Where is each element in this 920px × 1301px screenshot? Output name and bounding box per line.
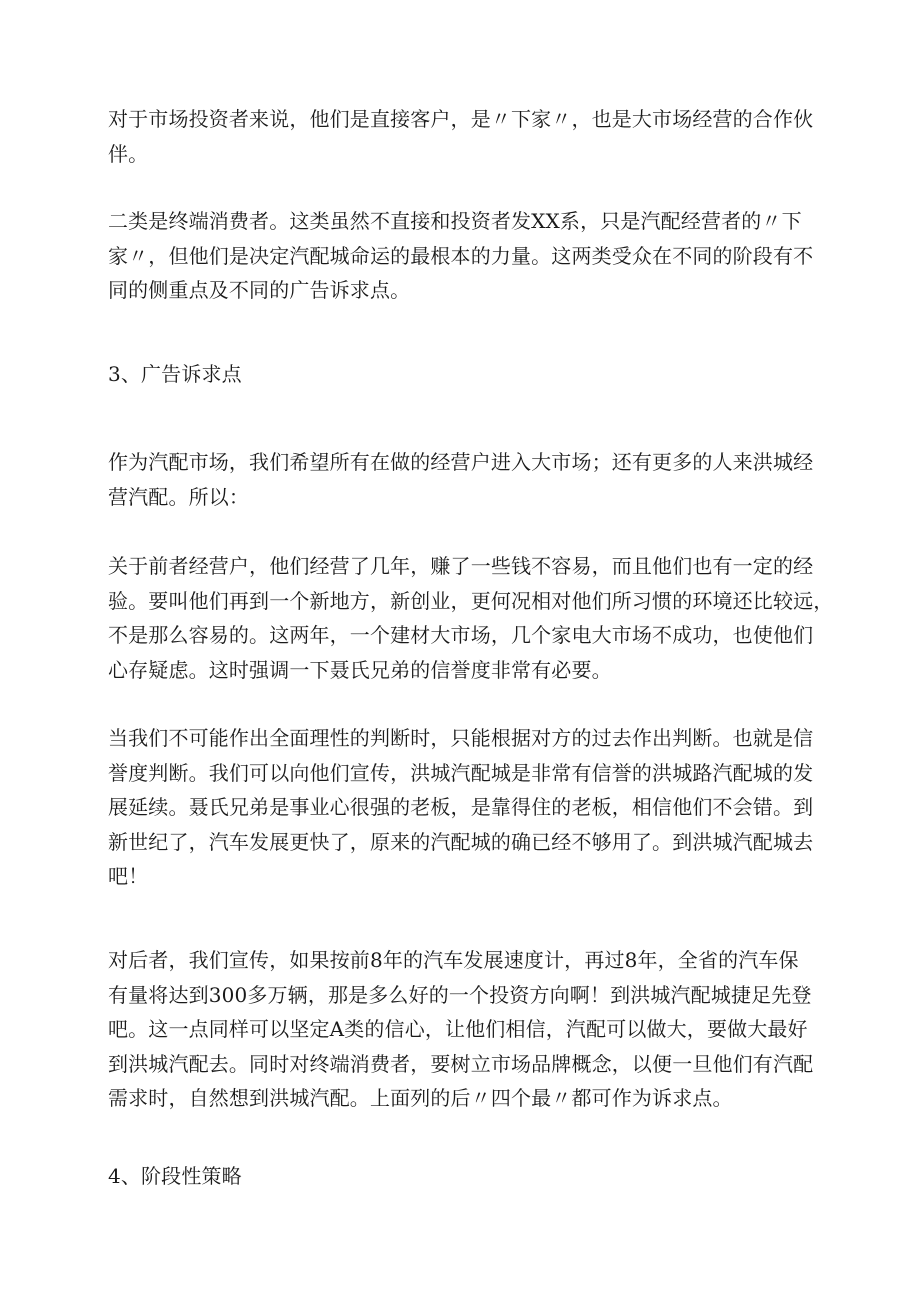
- text-line: 吧。这一点同样可以坚定A类的信心，让他们相信，汽配可以做大，要做大最好: [108, 1017, 808, 1041]
- text-line: 伴。: [108, 141, 149, 166]
- text-line: 吧！: [108, 864, 149, 888]
- text-line: 营汽配。所以：: [108, 484, 250, 509]
- text-line: 关于前者经营户，他们经营了几年，赚了一些钱不容易，而且他们也有一定的经: [108, 554, 814, 578]
- text-line: 二类是终端消费者。这类虽然不直接和投资者发XX系，只是汽配经营者的〃下: [108, 209, 802, 233]
- section-heading-phased-strategy: [108, 1159, 820, 1194]
- text-line: 同的侧重点及不同的广告诉求点。: [108, 278, 411, 302]
- text-line: 誉度判断。我们可以向他们宣传，洪城汽配城是非常有信誉的洪城路汽配城的发: [108, 760, 814, 785]
- text-line: 对后者，我们宣传，如果按前8年的汽车发展速度计，再过8年，全省的汽车保: [108, 948, 799, 972]
- text-line: 到洪城汽配去。同时对终端消费者，要树立市场品牌概念，以便一旦他们有汽配: [108, 1051, 814, 1076]
- section-heading-ad-appeal: [108, 357, 820, 392]
- text-line: 新世纪了，汽车发展更快了，原来的汽配城的确已经不够用了。到洪城汽配城去: [108, 829, 814, 854]
- paragraph-existing-operators: [108, 549, 834, 687]
- text-line: 需求时，自然想到洪城汽配。上面列的后〃四个最〃都可作为诉求点。: [108, 1086, 733, 1110]
- text-line: 展延续。聂氏兄弟是事业心很强的老板，是靠得住的老板，相信他们不会错。到: [108, 795, 814, 819]
- paragraph-end-consumers: [108, 204, 820, 308]
- text-line: 家〃，但他们是决定汽配城命运的最根本的力量。这两类受众在不同的阶段有不: [108, 243, 814, 268]
- paragraph-reputation-judgment: [108, 721, 820, 894]
- text-line: 心存疑虑。这时强调一下聂氏兄弟的信誉度非常有必要。: [108, 657, 612, 682]
- paragraph-investors-direct-clients: [108, 102, 820, 171]
- heading-line: 3、广告诉求点: [108, 362, 242, 386]
- text-line: 作为汽配市场，我们希望所有在做的经营户进入大市场；还有更多的人来洪城经: [108, 450, 814, 474]
- text-line: 当我们不可能作出全面理性的判断时，只能根据对方的过去作出判断。也就是信: [108, 726, 814, 750]
- heading-line: 4、阶段性策略: [108, 1164, 242, 1188]
- text-line: 不是那么容易的。这两年，一个建材大市场，几个家电大市场不成功，也使他们: [108, 623, 814, 647]
- document-page: [108, 0, 834, 1301]
- paragraph-latter-group: [108, 943, 820, 1116]
- paragraph-auto-parts-market: [108, 445, 820, 514]
- text-line: 对于市场投资者来说，他们是直接客户，是〃下家〃，也是大市场经营的合作伙: [108, 107, 814, 131]
- text-line: 验。要叫他们再到一个新地方，新创业，更何况相对他们所习惯的环境还比较远，: [108, 588, 834, 613]
- text-line: 有量将达到300多万辆，那是多么好的一个投资方向啊！到洪城汽配城捷足先登: [108, 982, 812, 1007]
